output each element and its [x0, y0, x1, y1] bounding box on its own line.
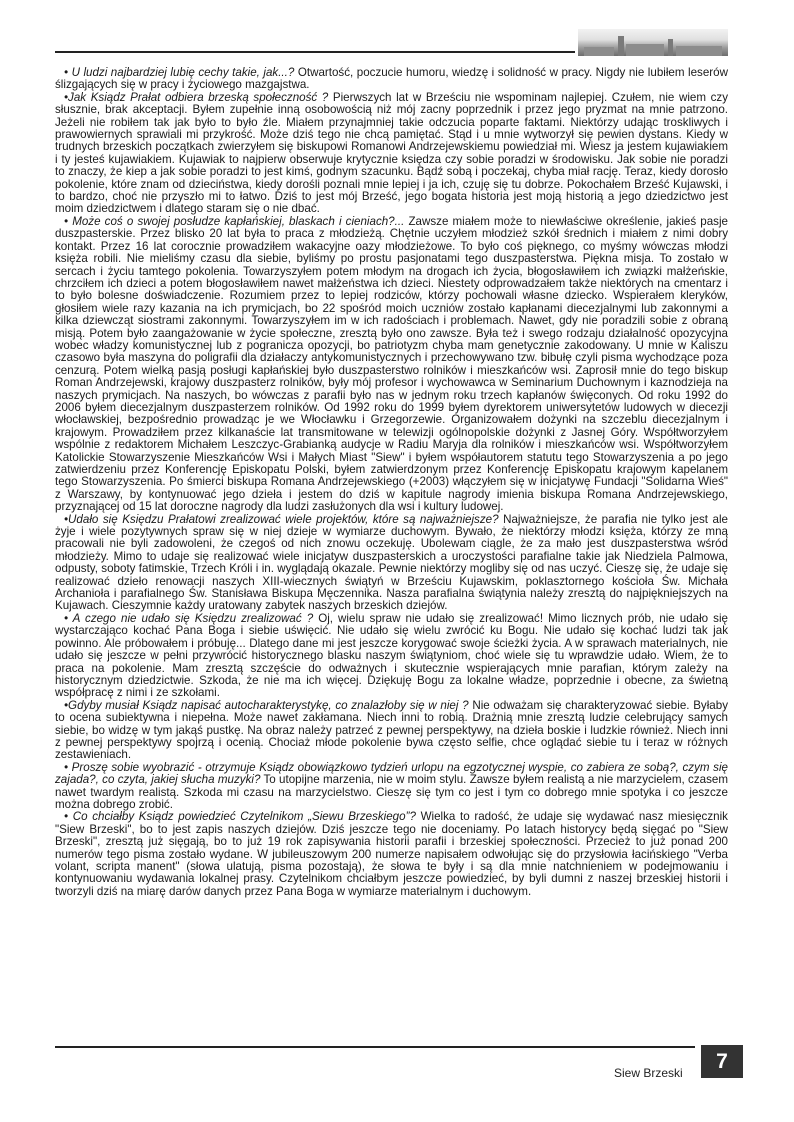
paragraph-likes	[55, 67, 728, 92]
paragraph-self-description	[55, 700, 728, 762]
paragraph-unrealized	[55, 613, 728, 700]
answer: Wielka to radość, że udaje się wydawać nasz miesięcznik "Siew Brzeski", bo to jest zapis naszych dziejów. Dziś jeszcze tego nie doceniamy. Po latach historycy będą sięgać po "Siew Brzeski", zresztą już sięgają, bo to już 19 rok zapisywania historii parafii i brzeskiej społeczności. Przecież to już ponad 200 numerów tego pisma zostało wydane. W jubileuszowym 200 numerze napisałem odwołując się do przysłowia łacińskiego "Verba volant, scripta manent" (słowa ulatują, pisma pozostają), że słowa te były i są dla mnie natchnieniem w podejmowaniu i kontynuowaniu wydawania lokalnej prasy. Czytelnikom chciałbym jeszcze powiedzieć, by byli dumni z naszej brzeskiej historii i tworzyli dziś na miarę darów danych przez Pana Boga w wymiarze materialnym i duchowym.	[55, 810, 728, 898]
paragraph-ministry	[55, 216, 728, 514]
answer: Najważniejsze, że parafia nie tylko jest ale żyje i wiele pozytywnych spraw się w niej dzieje w wymiarze duchowym. Bywało, że niektórzy młodzi księża, którzy ze mną pracowali nie byli zadowoleni, że czegoś od nich znowu oczekuję. Ubolewam ciągle, że za mało jest duszpasterstwa wśród młodzieży. Mimo to udaje się realizować wiele inicjatyw duszpasterskich a uroczystości parafialne takie jak Niedziela Palmowa, odpusty, soboty fatimskie, Trzech Króli i in. wyglądają okazale. Pewnie niektórzy mogliby się od nas uczyć. Cieszę się, że udaje się realizować dzieło renowacji naszych XIII-wiecznych świątyń w Brześciu Kujawskim, poklasztornego kościoła Św. Michała Archanioła i parafialnego Św. Stanisława Biskupa Męczennika. Nasza parafialna świątynia należy zresztą do najpiękniejszych na Kujawach. Cieszymnie każdy uratowany zabytek naszych brzeskich dziejów.	[55, 512, 728, 613]
question: • Co chciałby Ksiądz powiedzieć Czytelnikom „Siewu Brzeskiego”?	[64, 810, 416, 824]
question: • A czego nie udało się Księdzu zrealizować ?	[64, 611, 314, 625]
town-skyline-photo	[578, 29, 728, 56]
article-body	[55, 67, 728, 898]
paragraph-projects	[55, 514, 728, 613]
paragraph-island	[55, 762, 728, 812]
answer: Oj, wielu spraw nie udało się zrealizować! Mimo licznych prób, nie udało się wystarczająco kochać Pana Boga i siebie uświęcić. Nie udało się wielu zwrócić ku Bogu. Nie udało się kochać ludzi tak jak powinno. Ale próbowałem i próbuję... Dlatego dane mi jest jeszcze korygować swoje ścieżki życia. A w sprawach materialnych, nie udało się jeszcze w pełni przywrócić historycznego blasku naszym świątyniom, choć wiele się tu wprawdzie udało. Wiem, że to praca na pokolenie. Mam zresztą szczęście do odważnych i skutecznie wspierających mnie parafian, którym zależy na historycznym dziedzictwie. Szkoda, że nie ma ich więcej. Dziękuję Bogu za lokalne władze, poprzednie i obecne, za świetną współpracę z nimi i ze szkołami.	[55, 611, 728, 700]
publication-name: Siew Brzeski	[614, 1066, 683, 1080]
question: •Gdyby musiał Ksiądz napisać autocharakterystykę, co znalazłoby się w niej ?	[64, 698, 469, 712]
page-number: 7	[701, 1045, 743, 1078]
question: • U ludzi najbardziej lubię cechy takie, jak...?	[64, 66, 295, 79]
answer: To utopijne marzenia, nie w moim stylu. Zawsze byłem realistą a nie marzycielem, czasem nawet twardym realistą. Szkoda mi czasu na marzycielstwo. Cieszę się tym co jest i tym co dobrego mnie spotyka i co jeszcze można dobrego zrobić.	[55, 773, 728, 811]
answer: Zawsze miałem może to niewłaściwe określenie, jakieś pasje duszpasterskie. Przez blisko 20 lat była to praca z młodzieżą. Chętnie uczyłem młodzież szkół średnich i miałem z nimi dobry kontakt. Przez 16 lat corocznie prowadziłem wakacyjne oazy młodzieżowe. To było coś pięknego, co myśmy wówczas młodzi księża robili. Nie mieliśmy czasu dla siebie, byliśmy po prostu pasjonatami tego duszpasterstwa. Piękna misja. To zostało w sercach i życiu tamtego pokolenia. Towarzyszyłem potem młodym na drogach ich życia, błogosławiłem ich związki małżeńskie, chrzciłem ich dzieci a potem błogosławiłem nawet małżeństwa ich dzieci. Niestety odprowadzałem także niektórych na cmentarz i to było bolesne doświadczenie. Rozumiem przez to lepiej rodziców, którzy pochowali własne dziecko. Wspierałem kleryków, głosiłem wiele razy kazania na ich prymicjach, bo 22 spośród moich uczniów zostało kapłanami diecezjalnymi lub zakonnymi a kilka dziewcząt siostrami zakonnymi. Towarzyszyłem im w ich radościach i problemach. Nawet, gdy nie poradzili sobie z obraną misją. Potem było zaangażowanie w życie społeczne, zresztą było ono zawsze. Była też i swego rodzaju działalność opozycyjna wobec władzy komunistycznej lub z pogranicza opozycji, bo patriotyzm chyba mam genetycznie zakodowany. U mnie w Kaliszu czasowo była maszyna do poligrafii dla działaczy antykomunistycznych i przechowywano tzw. bibułę czyli pisma wychodzące poza cenzurą. Potem wielką pasją posługi kapłańskiej było duszpasterstwo rolników i mieszkańców wsi. Zaprosił mnie do tego biskup Roman Andrzejewski, krajowy duszpasterz rolników, były mój profesor i wychowawca w Seminarium Duchownym i kaznodzieja na naszych prymicjach. Na naszych, bo wówczas z parafii było nas w jednym roku trzech kapłanów święconych. Od roku 1992 do 2006 byłem diecezjalnym duszpasterzem rolników. Od 1992 roku do 1999 byłem dyrektorem uniwersytetów ludowych w diecezji włocławskiej, bezpośrednio prowadząc je we Włocławku i Grzegorzewie. Organizowałem dożynki na szczeblu diecezjalnym i krajowym. Prowadziłem przez kilkanaście lat transmitowane w telewizji ogólnopolskie dożynki z Jasnej Góry. Współtworzyłem wspólnie z redaktorem Michałem Leszczyc-Grabianką audycje w Radiu Maryja dla rolników i mieszkańców wsi. Współtworzyłem Katolickie Stowarzyszenie Mieszkańców Wsi i Małych Miast "Siew" i byłem współautorem statutu tego Stowarzyszenia a po jego zatwierdzeniu przez Konferencję Episkopatu Polski, byłem zatwierdzonym przez Konferencję Episkopatu krajowym kapelanem tego Stowarzyszenia. Po śmierci biskupa Romana Andrzejewskiego (+2003) włączyłem się w inicjatywę Fundacji "Solidarna Wieś" z Warszawy, by kontynuować jego dzieła i jestem do dziś w kapitule nagrody imienia biskupa Romana Andrzejewskiego, przyznającej od 15 lat doroczne nagrody dla ludzi zasłużonych dla wsi i kultury ludowej.	[55, 214, 728, 514]
header-rule	[55, 51, 575, 53]
footer-rule	[55, 1046, 695, 1048]
answer: Otwartość, poczucie humoru, wiedzę i solidność w pracy. Nigdy nie lubiłem leserów ślizgających się w pracy i życiowego mazgajstwa.	[55, 66, 728, 92]
answer: Nie odważam się charakteryzować siebie. Byłaby to ocena subiektywna i niepełna. Może nawet zakłamana. Niech inni to robią. Drażnią mnie zresztą ludzie celebrujący samych siebie, bo widzę w tym jakąś pustkę. Na obraz należy patrzeć z pewnej perspektywy, na dzieła boskie i ludzkie również. Niech inni z pewnej perspektywy spojrzą i ocenią. Chociaż młode pokolenie bywa często selfie, chce oglądać siebie tu i teraz w różnych zestawieniach.	[55, 698, 728, 762]
question: • Proszę sobie wyobrazić - otrzymuje Ksiądz obowiązkowo tydzień urlopu na egzotycznej wyspie, co zabiera ze sobą?, czym się zajada?, co czyta, jakiej słucha muzyki?	[55, 760, 728, 787]
question: • Może coś o swojej posłudze kapłańskiej, blaskach i cieniach?...	[64, 214, 405, 228]
answer: Pierwszych lat w Brześciu nie wspominam najlepiej. Czułem, nie wiem czy słusznie, brak akceptacji. Byłem zupełnie inną osobowością niż mój zacny poprzednik i przez jego pryzmat na mnie patrzono. Jeżeli nie robiłem tak jak było to było źle. Miałem przynajmniej takie odczucia poparte faktami. Niektórzy udając troskliwych i prawowiernych sprawiali mi przykrość. Może dziś tego nie chcą pamiętać. Stąd i u mnie wytworzył się pewien dystans. Kiedy w trudnych brzeskich początkach zwierzyłem się biskupowi Romanowi Andrzejewskiemu powiedział mi. Wiesz ja jestem kujawiakiem i ty jesteś kujawiakiem. Kujawiak to najpierw obserwuje krytycznie księdza czy sobie poradzi w środowisku. Jak sobie nie poradzi to znaczy, że kiep a jak sobie poradzi to jest kimś, godnym szacunku. Bądź sobą i poczekaj, chyba miał rację. Teraz, kiedy dorosło pokolenie, które znam od dzieciństwa, kiedy dorośli poznali mnie lepiej i ja ich, czuję się tu dobrze. Pokochałem Brześć Kujawski, i to bardzo, choć nie przyszło mi to łatwo. Dziś to jest mój Brześć, jego bogata historia jest moją historią a jego dziedzictwo jest moim dziedzictwem i dlatego staram się o nie dbać.	[55, 90, 729, 216]
question: •Jak Ksiądz Prałat odbiera brzeską społeczność ?	[64, 90, 329, 104]
question: •Udało się Księdzu Prałatowi zrealizować wiele projektów, które są najważniejsze?	[64, 512, 499, 526]
paragraph-community	[55, 92, 728, 216]
paragraph-readers	[55, 811, 728, 898]
